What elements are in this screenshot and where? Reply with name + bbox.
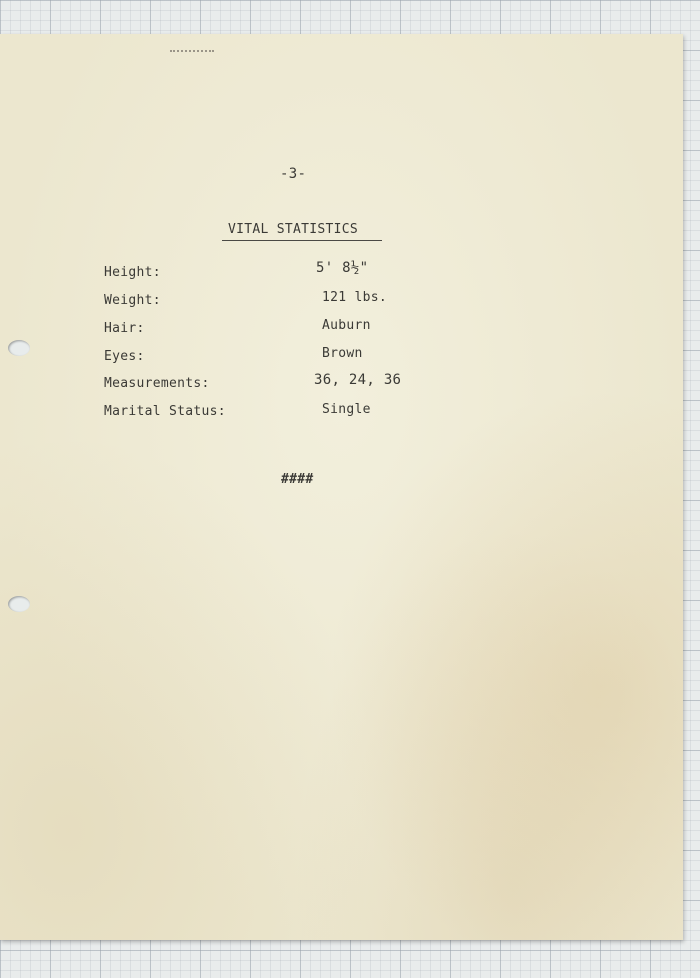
- stat-value: Single: [322, 402, 371, 417]
- title-underline: [222, 240, 382, 241]
- page-number: -3-: [280, 166, 307, 182]
- stat-label: Height:: [104, 265, 161, 280]
- stat-label: Weight:: [104, 293, 161, 308]
- stat-value: Brown: [322, 346, 363, 361]
- stat-label: Measurements:: [104, 376, 210, 391]
- stat-value: 5' 8½": [316, 260, 369, 276]
- end-mark: ####: [281, 472, 314, 487]
- stat-label: Eyes:: [104, 349, 145, 364]
- stat-value: 121 lbs.: [322, 290, 388, 305]
- stat-label: Hair:: [104, 321, 145, 336]
- punch-hole-top: [8, 340, 30, 356]
- document-sheet: [0, 34, 683, 940]
- punch-hole-bottom: [8, 596, 30, 612]
- staple-mark: [170, 50, 214, 56]
- stat-value: Auburn: [322, 318, 371, 333]
- stat-value: 36, 24, 36: [314, 372, 402, 388]
- page-title: VITAL STATISTICS: [228, 222, 359, 237]
- stat-label: Marital Status:: [104, 404, 226, 419]
